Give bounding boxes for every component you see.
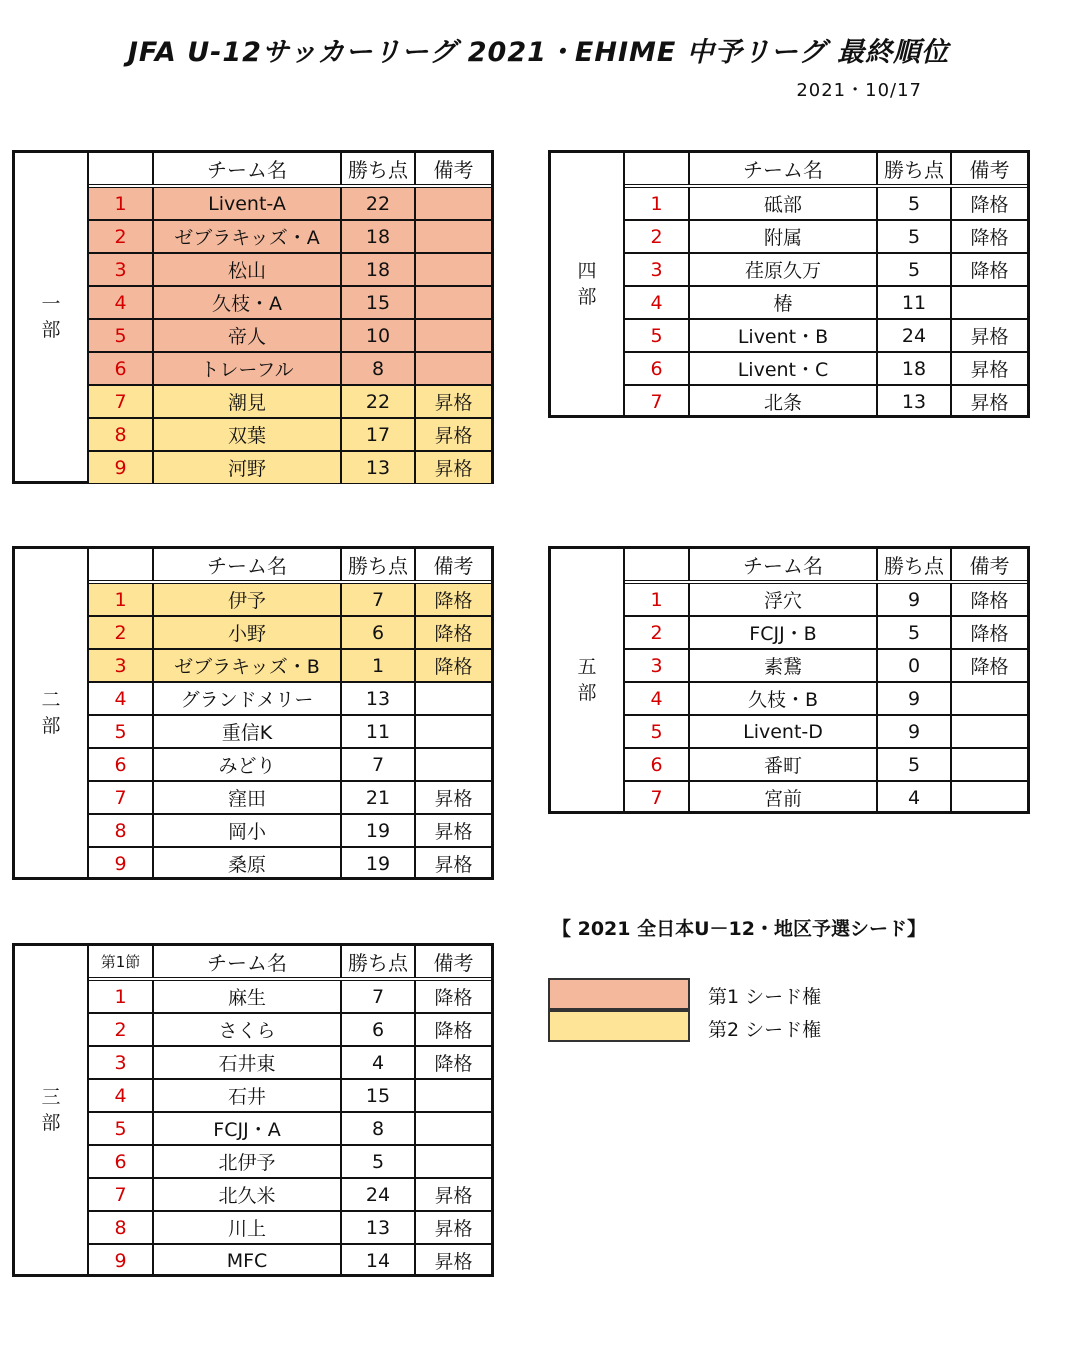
rank-cell: 7: [89, 781, 153, 814]
rank-cell: 8: [89, 418, 153, 451]
table-row: [89, 385, 491, 418]
division-label: 五 部: [551, 549, 625, 811]
note-cell: [951, 781, 1027, 813]
note-cell: 降格: [951, 649, 1027, 682]
team-cell: みどり: [153, 748, 341, 781]
team-cell: グランドメリー: [153, 682, 341, 715]
team-cell: Livent・C: [689, 352, 877, 385]
points-cell: 4: [341, 1046, 415, 1079]
table-row: [89, 814, 491, 847]
rank-cell: 6: [625, 352, 689, 385]
note-cell: 降格: [951, 220, 1027, 253]
team-cell: 潮見: [153, 385, 341, 418]
team-cell: Livent・B: [689, 319, 877, 352]
points-cell: 22: [341, 385, 415, 418]
points-cell: 8: [341, 352, 415, 385]
team-cell: さくら: [153, 1013, 341, 1046]
team-cell: 双葉: [153, 418, 341, 451]
table-row: [625, 682, 1027, 715]
note-cell: 昇格: [951, 352, 1027, 385]
team-cell: 桑原: [153, 847, 341, 879]
seed1-label: 第1 シード権: [708, 986, 822, 1008]
rank-cell: 9: [114, 1249, 127, 1272]
note-cell: 昇格: [415, 1244, 491, 1276]
points-cell: 19: [341, 814, 415, 847]
note-cell: [415, 220, 491, 253]
points-cell: 7: [341, 582, 415, 616]
points-cell: 4: [877, 781, 951, 813]
rank-cell: 1: [89, 582, 153, 616]
points-cell: 17: [341, 418, 415, 451]
note-cell: 昇格: [415, 814, 491, 847]
table-row: [625, 616, 1027, 649]
division-label: 二 部: [15, 549, 89, 877]
note-cell: [951, 715, 1027, 748]
table-row: [625, 186, 1027, 220]
note-cell: [415, 1079, 491, 1112]
table-row: [89, 1244, 491, 1276]
team-header: チーム名: [153, 153, 341, 186]
team-cell: MFC: [153, 1244, 341, 1276]
note-cell: [415, 1112, 491, 1145]
note-cell: 降格: [415, 1046, 491, 1079]
rank-header: [625, 549, 689, 582]
team-cell: 石井: [153, 1079, 341, 1112]
team-cell: 砥部: [689, 186, 877, 220]
note-header: 備考: [415, 549, 491, 582]
team-cell: ゼブラキッズ・A: [153, 220, 341, 253]
points-cell: 5: [877, 748, 951, 781]
rank-cell: 1: [89, 186, 153, 220]
rank-cell: 5: [89, 1112, 153, 1145]
team-cell: 附属: [689, 220, 877, 253]
team-cell: Livent-A: [153, 186, 341, 220]
note-cell: [415, 352, 491, 385]
note-cell: 降格: [415, 616, 491, 649]
header-row: [625, 549, 1027, 582]
note-cell: [951, 286, 1027, 319]
rank-cell: 9: [114, 852, 127, 875]
points-cell: 11: [877, 286, 951, 319]
rank-cell: 8: [89, 814, 153, 847]
note-cell: 降格: [951, 582, 1027, 616]
team-cell: 松山: [153, 253, 341, 286]
points-cell: 5: [877, 253, 951, 286]
date-label: 2021・10/17: [796, 80, 922, 101]
rank-cell: 6: [89, 352, 153, 385]
rank-cell: 7: [89, 385, 153, 418]
rank-cell: 4: [625, 682, 689, 715]
note-cell: 昇格: [415, 451, 491, 483]
header-row: [89, 946, 491, 979]
note-cell: 昇格: [415, 781, 491, 814]
team-cell: Livent-D: [689, 715, 877, 748]
rank-cell: 4: [89, 682, 153, 715]
table-row: [89, 418, 491, 451]
rank-cell: 5: [625, 715, 689, 748]
note-cell: [415, 286, 491, 319]
page-title: JFA U-12サッカーリーグ 2021・EHIME 中予リーグ 最終順位: [127, 37, 950, 68]
rank-cell: 9: [89, 451, 153, 483]
team-cell: 岡小: [153, 814, 341, 847]
note-cell: 降格: [415, 1013, 491, 1046]
table-row: [625, 253, 1027, 286]
standings-table: [89, 153, 491, 483]
table-row: [89, 319, 491, 352]
rank-cell: 3: [89, 649, 153, 682]
rank-cell: 1: [89, 979, 153, 1013]
table-row: [89, 186, 491, 220]
rank-cell: 6: [89, 1145, 153, 1178]
team-cell: 浮穴: [689, 582, 877, 616]
header-row: [89, 549, 491, 582]
league-table-5: [548, 546, 1030, 814]
table-row: [89, 616, 491, 649]
table-row: [625, 582, 1027, 616]
rank-cell: 4: [89, 286, 153, 319]
rank-cell: 6: [625, 748, 689, 781]
table-row: [625, 319, 1027, 352]
standings-table: [625, 549, 1027, 813]
team-cell: 川上: [153, 1211, 341, 1244]
note-cell: [951, 748, 1027, 781]
note-cell: [415, 186, 491, 220]
points-header: 勝ち点: [341, 549, 415, 582]
team-cell: 椿: [689, 286, 877, 319]
team-header: チーム名: [153, 946, 341, 979]
seed2-swatch: [548, 1010, 690, 1042]
division-label: 一 部: [15, 153, 89, 481]
team-cell: 北久米: [153, 1178, 341, 1211]
points-cell: 8: [341, 1112, 415, 1145]
note-cell: 昇格: [415, 418, 491, 451]
table-row: [89, 286, 491, 319]
note-header: 備考: [951, 549, 1027, 582]
table-row: [89, 1013, 491, 1046]
rank-cell: 3: [625, 649, 689, 682]
table-row: [89, 1211, 491, 1244]
table-row: [89, 781, 491, 814]
rank-cell: 3: [625, 253, 689, 286]
league-table-3: [12, 943, 494, 1277]
points-cell: 5: [877, 616, 951, 649]
table-row: [89, 352, 491, 385]
points-cell: 5: [877, 186, 951, 220]
team-cell: FCJJ・B: [689, 616, 877, 649]
note-cell: 昇格: [415, 1211, 491, 1244]
note-cell: 降格: [951, 616, 1027, 649]
points-cell: 5: [341, 1145, 415, 1178]
table-row: [89, 253, 491, 286]
note-header: 備考: [415, 153, 491, 186]
team-cell: 北伊予: [153, 1145, 341, 1178]
team-cell: 窪田: [153, 781, 341, 814]
note-cell: 昇格: [951, 319, 1027, 352]
division-label: 三 部: [15, 946, 89, 1274]
rank-cell: 7: [89, 1178, 153, 1211]
note-cell: [415, 319, 491, 352]
league-table-2: [12, 546, 494, 880]
points-cell: 14: [341, 1244, 415, 1276]
table-row: [625, 715, 1027, 748]
points-cell: 9: [877, 682, 951, 715]
table-row: [89, 220, 491, 253]
table-row: [89, 748, 491, 781]
note-cell: [415, 715, 491, 748]
points-cell: 6: [341, 616, 415, 649]
header-row: [89, 153, 491, 186]
table-row: [625, 286, 1027, 319]
points-cell: 18: [341, 253, 415, 286]
team-cell: 番町: [689, 748, 877, 781]
team-cell: ゼブラキッズ・B: [153, 649, 341, 682]
table-row: [89, 979, 491, 1013]
rank-cell: 2: [89, 1013, 153, 1046]
note-header: 備考: [951, 153, 1027, 186]
rank-cell: 7: [650, 786, 663, 809]
team-cell: 河野: [153, 451, 341, 483]
table-row: [89, 451, 491, 483]
standings-table: [625, 153, 1027, 417]
rank-cell: 4: [625, 286, 689, 319]
seed-legend-title: 【 2021 全日本U－12・地区予選シード】: [552, 918, 926, 940]
team-header: チーム名: [689, 549, 877, 582]
rank-cell: 2: [625, 220, 689, 253]
league-table-4: [548, 150, 1030, 418]
rank-header: [89, 153, 153, 186]
team-cell: 麻生: [153, 979, 341, 1013]
rank-cell: 3: [89, 1046, 153, 1079]
points-cell: 13: [341, 682, 415, 715]
rank-cell: 7: [650, 390, 663, 413]
note-cell: 降格: [415, 979, 491, 1013]
table-row: [89, 715, 491, 748]
seed2-label: 第2 シード権: [708, 1019, 822, 1041]
table-row: [89, 1178, 491, 1211]
points-cell: 13: [341, 451, 415, 483]
points-cell: 18: [341, 220, 415, 253]
rank-cell: 1: [625, 186, 689, 220]
rank-cell: 5: [89, 715, 153, 748]
team-cell: 宮前: [689, 781, 877, 813]
team-cell: 小野: [153, 616, 341, 649]
standings-table: [89, 946, 491, 1276]
table-row: [625, 748, 1027, 781]
team-cell: 久枝・B: [689, 682, 877, 715]
note-cell: 降格: [951, 253, 1027, 286]
points-cell: 13: [341, 1211, 415, 1244]
table-row: [625, 220, 1027, 253]
note-cell: [415, 748, 491, 781]
rank-cell: 6: [89, 748, 153, 781]
rank-header: [625, 153, 689, 186]
points-cell: 19: [341, 847, 415, 879]
points-cell: 15: [341, 286, 415, 319]
team-cell: 素鵞: [689, 649, 877, 682]
points-cell: 7: [341, 748, 415, 781]
points-cell: 5: [877, 220, 951, 253]
rank-cell: 2: [625, 616, 689, 649]
rank-cell: 8: [89, 1211, 153, 1244]
table-row: [89, 1112, 491, 1145]
rank-cell: 4: [89, 1079, 153, 1112]
note-header: 備考: [415, 946, 491, 979]
team-cell: 重信K: [153, 715, 341, 748]
table-row: [625, 352, 1027, 385]
team-cell: トレーフル: [153, 352, 341, 385]
points-cell: 9: [877, 715, 951, 748]
points-cell: 21: [341, 781, 415, 814]
note-cell: [415, 253, 491, 286]
team-cell: 久枝・A: [153, 286, 341, 319]
points-header: 勝ち点: [877, 153, 951, 186]
rank-header: 第1節: [89, 946, 153, 979]
points-header: 勝ち点: [877, 549, 951, 582]
note-cell: [951, 682, 1027, 715]
team-cell: 帝人: [153, 319, 341, 352]
team-header: チーム名: [689, 153, 877, 186]
rank-cell: 5: [625, 319, 689, 352]
team-cell: 北条: [689, 385, 877, 417]
points-cell: 15: [341, 1079, 415, 1112]
standings-table: [89, 549, 491, 879]
note-cell: 昇格: [951, 385, 1027, 417]
note-cell: 降格: [951, 186, 1027, 220]
table-row: [89, 847, 491, 879]
league-table-1: [12, 150, 494, 484]
team-header: チーム名: [153, 549, 341, 582]
seed1-swatch: [548, 978, 690, 1010]
note-cell: 降格: [415, 582, 491, 616]
table-row: [89, 1145, 491, 1178]
rank-cell: 5: [89, 319, 153, 352]
points-cell: 11: [341, 715, 415, 748]
table-row: [89, 1046, 491, 1079]
rank-cell: 1: [625, 582, 689, 616]
rank-cell: 2: [89, 220, 153, 253]
team-cell: 荏原久万: [689, 253, 877, 286]
points-cell: 10: [341, 319, 415, 352]
points-cell: 9: [877, 582, 951, 616]
table-row: [89, 682, 491, 715]
points-cell: 0: [877, 649, 951, 682]
points-cell: 1: [341, 649, 415, 682]
team-cell: FCJJ・A: [153, 1112, 341, 1145]
table-row: [625, 781, 1027, 813]
points-cell: 6: [341, 1013, 415, 1046]
points-cell: 22: [341, 186, 415, 220]
header-row: [625, 153, 1027, 186]
note-cell: 昇格: [415, 1178, 491, 1211]
points-cell: 24: [341, 1178, 415, 1211]
rank-header: [89, 549, 153, 582]
note-cell: 降格: [415, 649, 491, 682]
team-cell: 石井東: [153, 1046, 341, 1079]
points-cell: 24: [877, 319, 951, 352]
points-header: 勝ち点: [341, 153, 415, 186]
points-cell: 18: [877, 352, 951, 385]
table-row: [89, 582, 491, 616]
note-cell: [415, 682, 491, 715]
team-cell: 伊予: [153, 582, 341, 616]
table-row: [625, 385, 1027, 417]
note-cell: 昇格: [415, 385, 491, 418]
points-cell: 13: [877, 385, 951, 417]
division-label: 四 部: [551, 153, 625, 415]
table-row: [625, 649, 1027, 682]
note-cell: [415, 1145, 491, 1178]
table-row: [89, 649, 491, 682]
rank-cell: 2: [89, 616, 153, 649]
points-cell: 7: [341, 979, 415, 1013]
rank-cell: 3: [89, 253, 153, 286]
table-row: [89, 1079, 491, 1112]
note-cell: 昇格: [415, 847, 491, 879]
points-header: 勝ち点: [341, 946, 415, 979]
